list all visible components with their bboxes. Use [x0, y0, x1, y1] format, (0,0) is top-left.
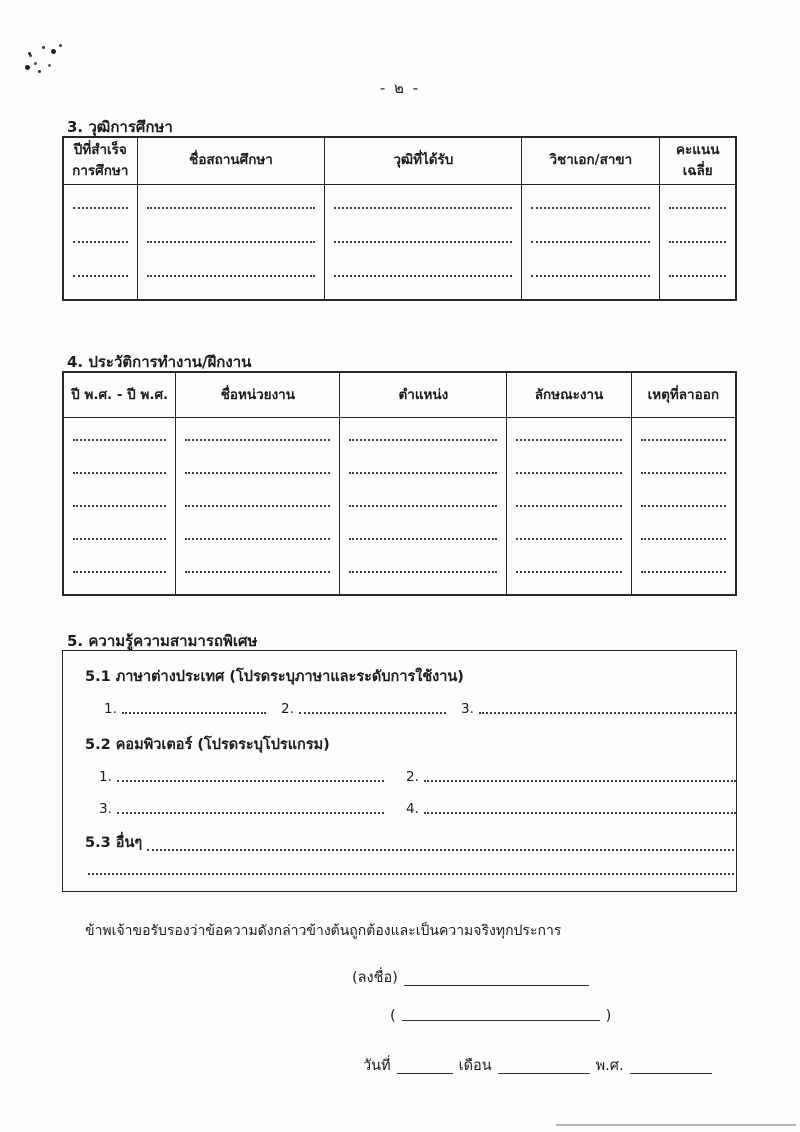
sign-label: (ลงชื่อ) [352, 970, 398, 986]
section-4-heading: 4. ประวัติการทำงาน/ฝึกงาน [67, 353, 252, 371]
fill-in-dots [88, 873, 734, 875]
table-cell [176, 418, 340, 594]
language-blank-3 [461, 701, 736, 717]
work-col-organization [176, 373, 340, 417]
year-label: พ.ศ. [595, 1058, 624, 1074]
skills-box [62, 650, 737, 892]
header-line: เหตุที่ลาออก [647, 386, 720, 403]
education-col-school [138, 138, 326, 184]
work-table-body [64, 418, 735, 594]
language-blank-2 [281, 701, 446, 717]
skills-computer-label: 5.2 คอมพิวเตอร์ (โปรดระบุโปรแกรม) [85, 737, 330, 753]
item-number: 2. [406, 769, 419, 785]
signature-row [352, 966, 589, 989]
table-cell [660, 185, 735, 299]
header-line: ชื่อสถานศึกษา [189, 152, 273, 169]
section-5-heading: 5. ความรู้ความสามารถพิเศษ [67, 632, 258, 650]
header-line: ตำแหน่ง [398, 386, 449, 403]
computer-blank-1 [99, 769, 384, 785]
item-number: 4. [406, 801, 419, 817]
education-col-degree [325, 138, 522, 184]
fill-in-dots [424, 780, 736, 782]
item-number: 3. [461, 701, 474, 717]
signer-name-row [390, 1008, 611, 1024]
computer-blank-3 [99, 801, 384, 817]
paren-close: ) [605, 1008, 612, 1024]
computer-blank-4 [406, 801, 736, 817]
header-line: ปีที่สำเร็จ [73, 142, 127, 158]
education-table [62, 136, 737, 301]
item-number: 2. [281, 701, 294, 717]
table-cell [340, 418, 507, 594]
header-line: ปี พ.ศ. - ปี พ.ศ. [71, 386, 169, 403]
header-line: เฉลี่ย [682, 162, 713, 179]
fill-in-dots [117, 780, 384, 782]
month-label: เดือน [458, 1058, 492, 1074]
fill-in-dots [424, 812, 736, 814]
education-col-year [64, 138, 138, 184]
education-table-body [64, 185, 735, 299]
skills-language-label: 5.1 ภาษาต่างประเทศ (โปรดระบุภาษาและระดับการใช้งาน) [85, 669, 464, 685]
work-col-job-description [507, 373, 631, 417]
fill-in-dots [479, 712, 736, 714]
header-line: ลักษณะงาน [534, 386, 604, 403]
skills-other-line [85, 831, 734, 854]
item-number: 1. [104, 701, 117, 717]
fill-in-dots [117, 812, 384, 814]
month-blank-line [498, 1073, 590, 1074]
header-line: วิชาเอก/สาขา [549, 152, 633, 169]
table-cell [138, 185, 326, 299]
work-col-position [340, 373, 507, 417]
date-label: วันที่ [363, 1058, 391, 1074]
scan-artifact-line [556, 1124, 796, 1126]
work-table-header [64, 373, 735, 418]
education-col-major [522, 138, 660, 184]
computer-blank-2 [406, 769, 736, 785]
header-line: คะแนน [675, 142, 720, 158]
name-blank-line [402, 1020, 600, 1021]
item-number: 1. [99, 769, 112, 785]
ink-smudge-artifact [28, 52, 31, 55]
skills-other-label: 5.3 อื่นๆ [85, 835, 143, 851]
page-number: - ๒ - [379, 79, 421, 97]
table-cell [325, 185, 522, 299]
section-3-heading: 3. วุฒิการศึกษา [67, 118, 173, 136]
certification-statement: ข้าพเจ้าขอรับรองว่าข้อความดังกล่าวข้างต้นถูกต้องและเป็นความจริงทุกประการ [85, 923, 562, 939]
table-cell [522, 185, 660, 299]
table-cell [64, 418, 176, 594]
fill-in-dots [147, 849, 734, 851]
signature-blank-line [404, 985, 589, 986]
table-cell [64, 185, 138, 299]
table-cell [632, 418, 735, 594]
language-blank-1 [104, 701, 266, 717]
work-col-years [64, 373, 176, 417]
paren-open: ( [390, 1008, 396, 1024]
header-line: การศึกษา [72, 162, 129, 179]
item-number: 3. [99, 801, 112, 817]
education-table-header [64, 138, 735, 185]
table-cell [507, 418, 631, 594]
fill-in-dots [299, 712, 446, 714]
education-col-gpa [660, 138, 735, 184]
year-blank-line [630, 1073, 712, 1074]
header-line: วุฒิที่ได้รับ [393, 152, 454, 169]
header-line: ชื่อหน่วยงาน [220, 386, 295, 403]
fill-in-dots [122, 712, 266, 714]
work-history-table [62, 371, 737, 596]
date-row [363, 1054, 712, 1077]
work-col-reason-leaving [632, 373, 735, 417]
day-blank-line [397, 1073, 453, 1074]
